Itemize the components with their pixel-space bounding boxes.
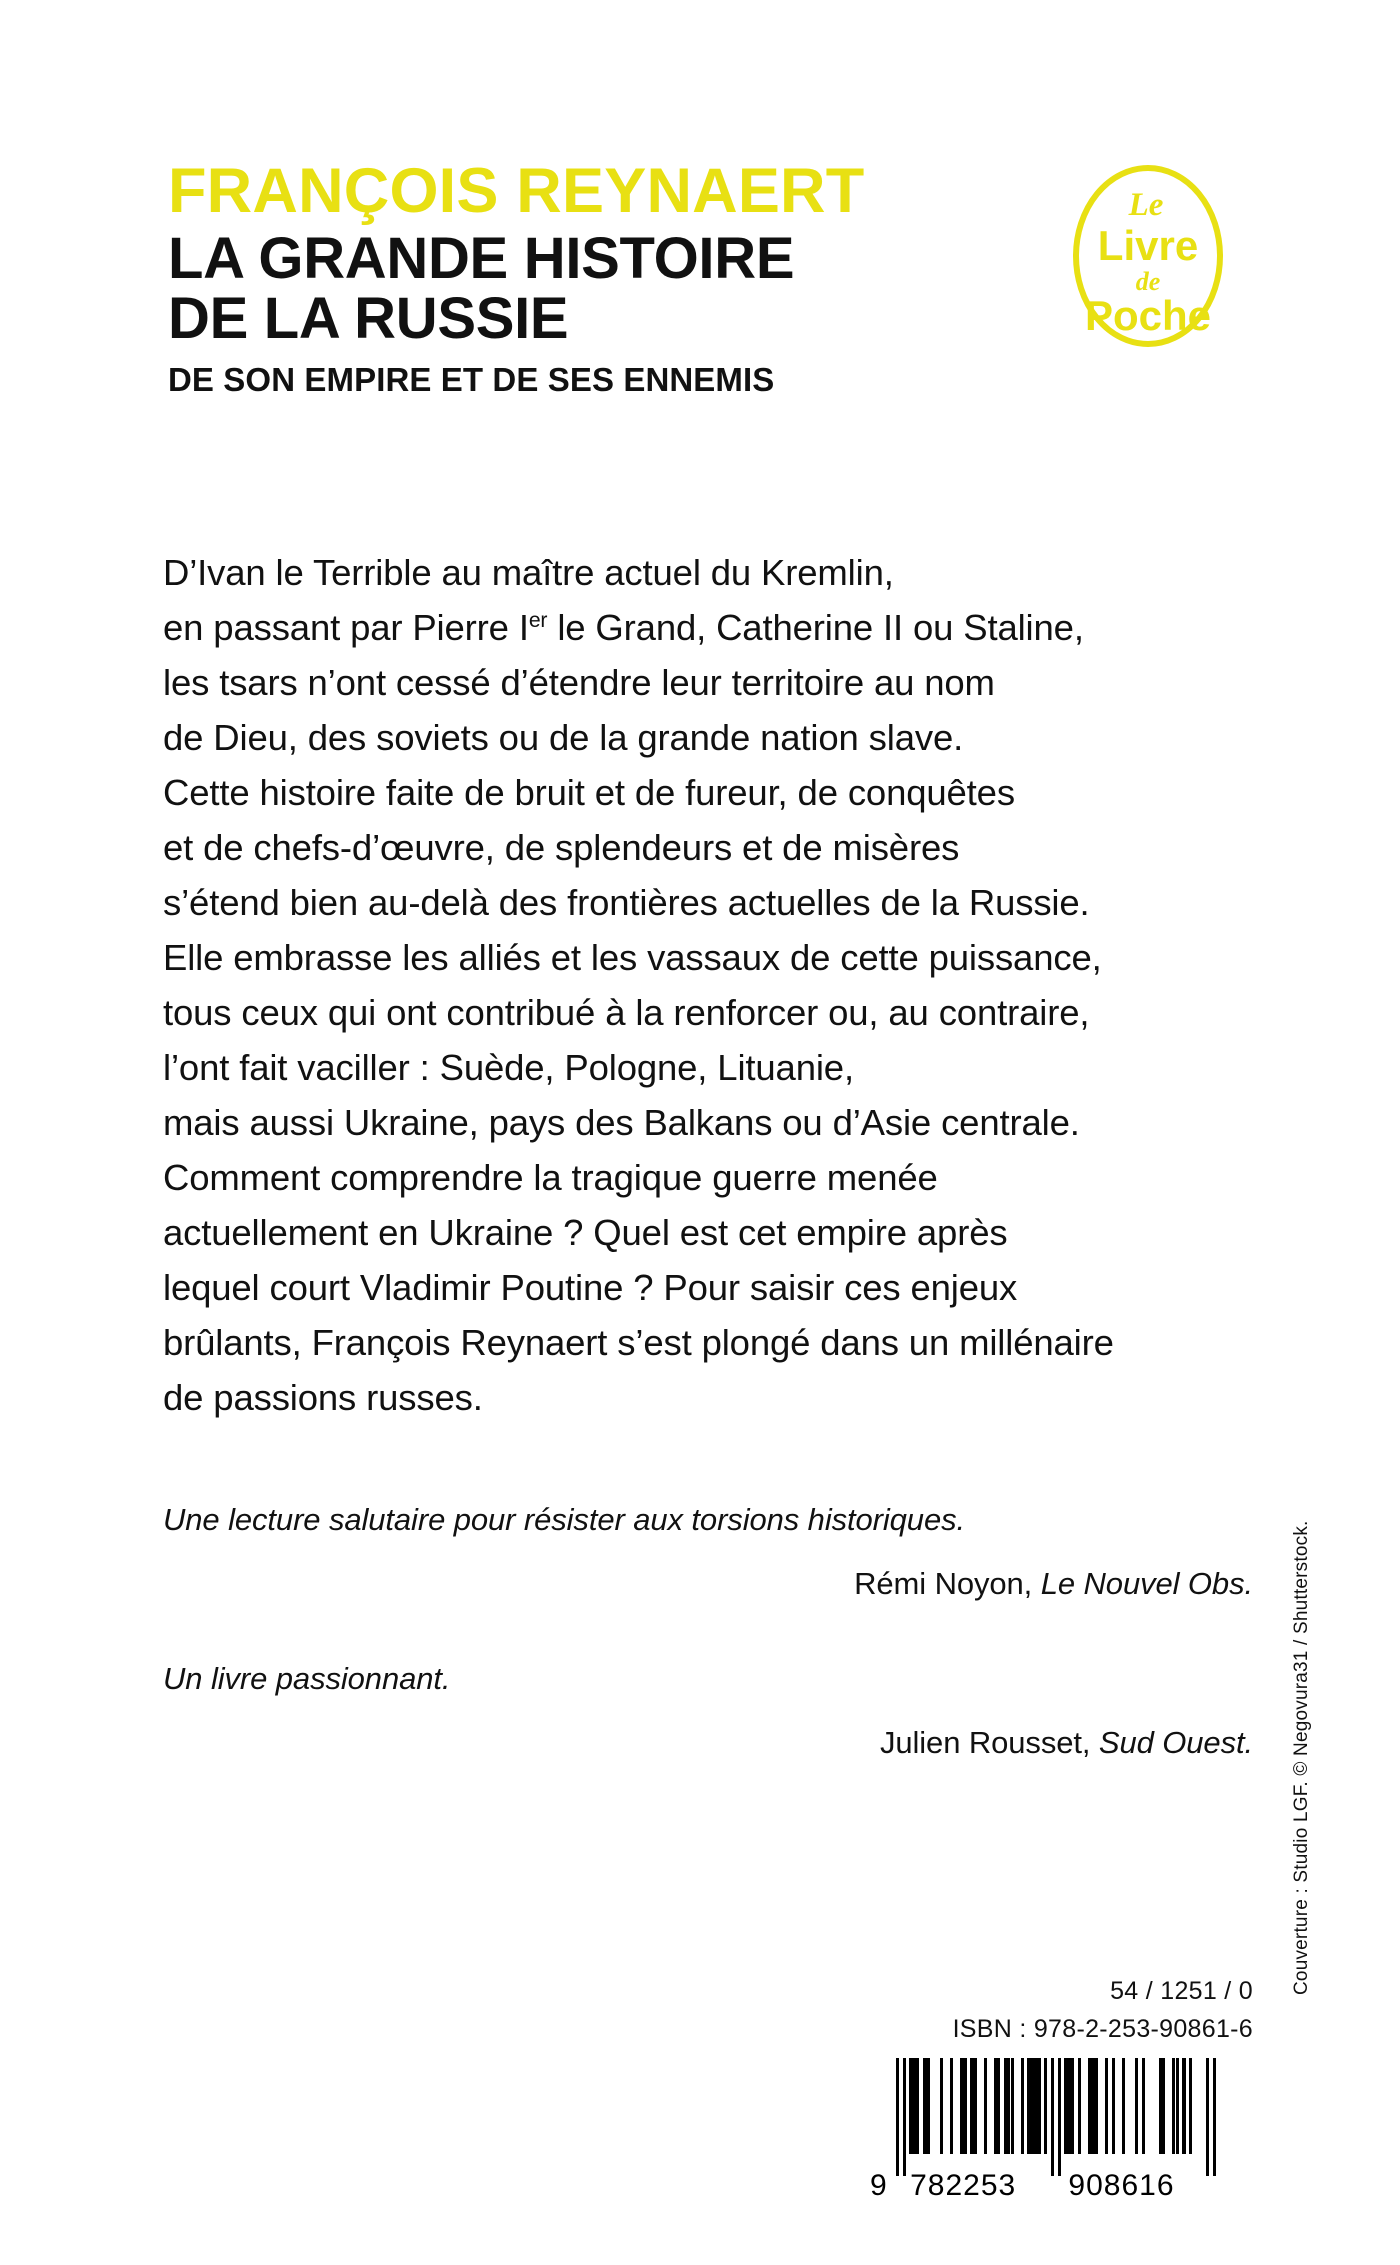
barcode-bar bbox=[1135, 2058, 1138, 2154]
barcode-bar bbox=[1011, 2058, 1014, 2154]
book-subtitle: DE SON EMPIRE ET DE SES ENNEMIS bbox=[168, 361, 775, 399]
blurb-text bbox=[163, 545, 1253, 1425]
isbn-number: ISBN : 978-2-253-90861-6 bbox=[952, 2015, 1253, 2043]
blurb-line: D’Ivan le Terrible au maître actuel du Kremlin, bbox=[163, 552, 894, 593]
livre-de-poche-logo bbox=[1068, 160, 1228, 352]
press-quote bbox=[163, 1500, 1253, 1605]
author-name: FRANÇOIS REYNAERT bbox=[168, 156, 865, 226]
quote-publication: Le Nouvel Obs. bbox=[1040, 1566, 1253, 1602]
barcode-digits bbox=[870, 2169, 1216, 2208]
logo-text-livre: Livre bbox=[1097, 222, 1199, 269]
barcode-bar bbox=[916, 2058, 919, 2154]
blurb-line: mais aussi Ukraine, pays des Balkans ou d’Asie centrale. bbox=[163, 1102, 1080, 1143]
barcode-bar bbox=[950, 2058, 953, 2154]
barcode-bar bbox=[997, 2058, 1000, 2154]
barcode-bar bbox=[896, 2058, 899, 2176]
blurb-line: l’ont fait vaciller : Suède, Pologne, Lituanie, bbox=[163, 1047, 854, 1088]
barcode-bar bbox=[1112, 2058, 1115, 2154]
barcode-bar bbox=[1095, 2058, 1098, 2154]
quote-attribution bbox=[163, 1564, 1253, 1604]
barcode-bar bbox=[1105, 2058, 1108, 2154]
blurb-line: Comment comprendre la tragique guerre menée bbox=[163, 1157, 938, 1198]
barcode-bar bbox=[1162, 2058, 1165, 2154]
quote-author: Julien Rousset, bbox=[879, 1724, 1091, 1760]
cover-header bbox=[168, 156, 988, 399]
book-title-line-1: LA GRANDE HISTOIRE bbox=[168, 226, 795, 291]
barcode-right-group: 908616 bbox=[1068, 2169, 1175, 2202]
barcode-bar bbox=[1206, 2058, 1209, 2176]
blurb-line: Elle embrasse les alliés et les vassaux de cette puissance, bbox=[163, 937, 1102, 978]
press-quotes bbox=[163, 1500, 1253, 1817]
quote-author: Rémi Noyon, bbox=[854, 1566, 1033, 1602]
logo-text-le: Le bbox=[1128, 187, 1164, 223]
barcode-bar bbox=[926, 2058, 929, 2154]
blurb-line: en passant par Pierre Ier le Grand, Catherine II ou Staline, bbox=[163, 607, 1084, 648]
barcode-bars bbox=[896, 2058, 1216, 2176]
barcode-bar bbox=[1044, 2058, 1047, 2154]
blurb-line: actuellement en Ukraine ? Quel est cet empire après bbox=[163, 1212, 1008, 1253]
blurb-line: tous ceux qui ont contribué à la renforcer ou, au contraire, bbox=[163, 992, 1090, 1033]
barcode-bar bbox=[1021, 2058, 1024, 2154]
blurb-line: brûlants, François Reynaert s’est plongé dans un millénaire bbox=[163, 1322, 1114, 1363]
barcode-bar bbox=[940, 2058, 943, 2154]
blurb-line: les tsars n’ont cessé d’étendre leur territoire au nom bbox=[163, 662, 995, 703]
quote-text: Un livre passionnant. bbox=[163, 1660, 451, 1696]
isbn-block bbox=[953, 1972, 1253, 2048]
product-code: 54 / 1251 / 0 bbox=[1110, 1977, 1253, 2005]
blurb-line: de passions russes. bbox=[163, 1377, 483, 1418]
logo-text-poche: Poche bbox=[1084, 292, 1212, 339]
press-quote bbox=[163, 1659, 1253, 1764]
barcode-bar bbox=[1037, 2058, 1040, 2154]
barcode-bar bbox=[1176, 2058, 1179, 2154]
blurb-line: et de chefs-d’œuvre, de splendeurs et de misères bbox=[163, 827, 960, 868]
barcode-bar bbox=[1142, 2058, 1145, 2154]
barcode-left-group: 782253 bbox=[910, 2169, 1017, 2202]
barcode-bar bbox=[1078, 2058, 1081, 2154]
cover-credit-text: Couverture : Studio LGF. © Negovura31 / Shutterstock. bbox=[1291, 1520, 1312, 1995]
cover-credit bbox=[1291, 955, 1313, 1995]
blurb-line: de Dieu, des soviets ou de la grande nation slave. bbox=[163, 717, 964, 758]
barcode-bar bbox=[1058, 2058, 1061, 2176]
quote-attribution bbox=[163, 1723, 1253, 1763]
ean13-barcode bbox=[870, 2058, 1216, 2208]
barcode-bar bbox=[1122, 2058, 1125, 2154]
blurb-line: lequel court Vladimir Poutine ? Pour saisir ces enjeux bbox=[163, 1267, 1018, 1308]
barcode-bar bbox=[1071, 2058, 1074, 2154]
barcode-bar bbox=[963, 2058, 966, 2154]
book-title-line-2: DE LA RUSSIE bbox=[168, 285, 569, 351]
barcode-bar bbox=[1182, 2058, 1185, 2154]
barcode-bar bbox=[1051, 2058, 1054, 2176]
blurb-line: s’étend bien au-delà des frontières actuelles de la Russie. bbox=[163, 882, 1090, 923]
barcode-bar bbox=[984, 2058, 987, 2154]
barcode-bar bbox=[1213, 2058, 1216, 2176]
quote-text: Une lecture salutaire pour résister aux torsions historiques. bbox=[163, 1502, 966, 1537]
quote-publication: Sud Ouest. bbox=[1098, 1724, 1253, 1760]
logo-text-de: de bbox=[1135, 267, 1161, 296]
blurb-line: Cette histoire faite de bruit et de fureur, de conquêtes bbox=[163, 772, 1015, 813]
barcode-bar bbox=[1189, 2058, 1192, 2154]
barcode-bar bbox=[973, 2058, 976, 2154]
barcode-bar bbox=[903, 2058, 906, 2176]
barcode-lead-digit: 9 bbox=[870, 2169, 888, 2202]
